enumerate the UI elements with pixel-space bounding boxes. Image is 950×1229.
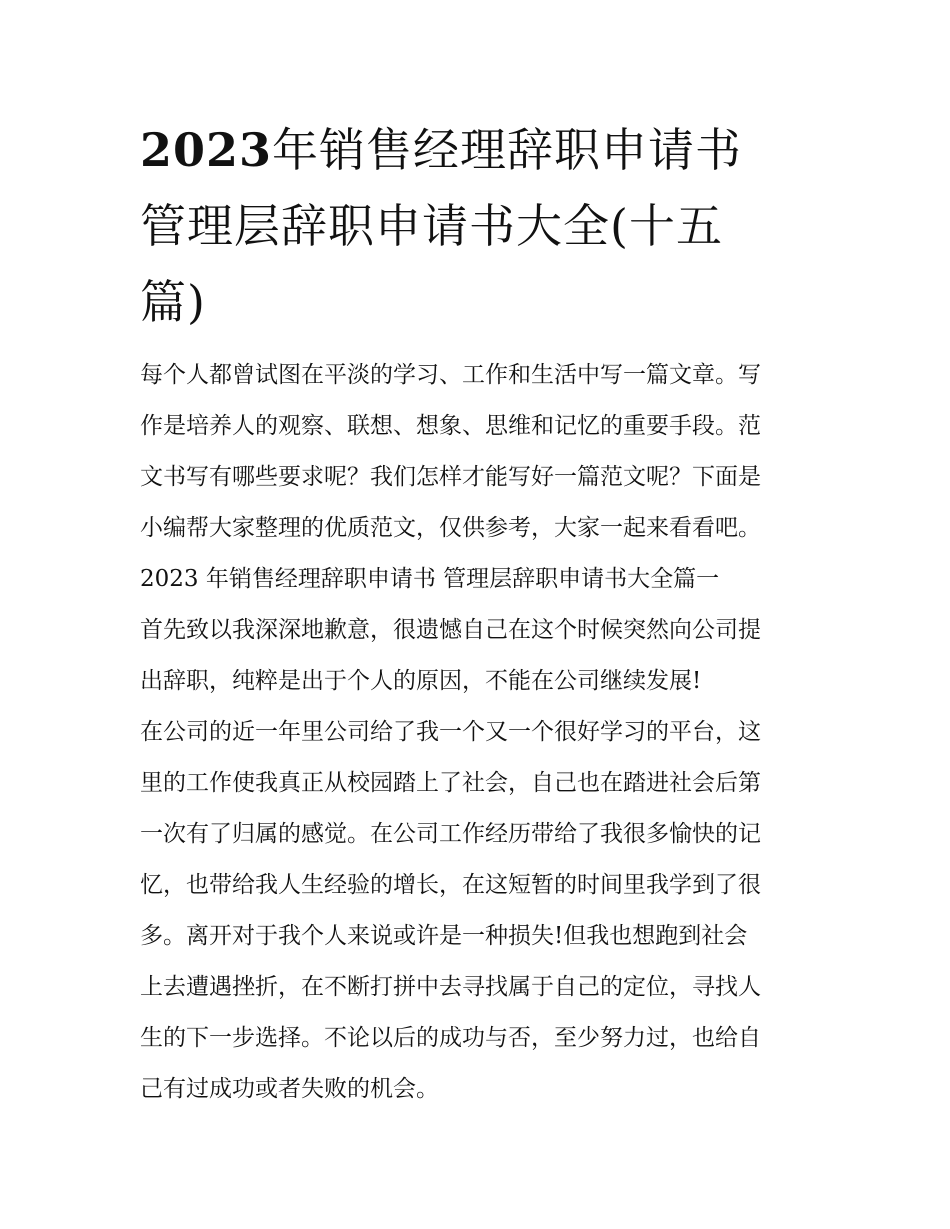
body-line: 每个人都曾试图在平淡的学习、工作和生活中写一篇文章。写 bbox=[140, 362, 761, 388]
body-line: 出辞职，纯粹是出于个人的原因，不能在公司继续发展! bbox=[140, 668, 702, 694]
body-line: 己有过成功或者失败的机会。 bbox=[140, 1076, 439, 1102]
body-line: 首先致以我深深地歉意，很遗憾自己在这个时候突然向公司提 bbox=[140, 617, 761, 643]
body-line: 上去遭遇挫折，在不断打拼中去寻找属于自己的定位，寻找人 bbox=[140, 974, 761, 1000]
title-year: 2023 bbox=[140, 123, 273, 177]
document-page bbox=[140, 112, 820, 1115]
body-line: 小编帮大家整理的优质范文，仅供参考，大家一起来看看吧。 bbox=[140, 515, 761, 541]
body-line: 生的下一步选择。不论以后的成功与否，至少努力过，也给自 bbox=[140, 1025, 761, 1051]
body-line: 在公司的近一年里公司给了我一个又一个很好学习的平台，这 bbox=[140, 719, 761, 745]
body-line: 文书写有哪些要求呢？我们怎样才能写好一篇范文呢？下面是 bbox=[140, 464, 761, 490]
title-line-3: 篇) bbox=[140, 275, 206, 329]
body-line: 一次有了归属的感觉。在公司工作经历带给了我很多愉快的记 bbox=[140, 821, 761, 847]
document-title bbox=[140, 112, 820, 340]
title-line-2: 管理层辞职申请书大全(十五 bbox=[140, 199, 723, 253]
body-line: 作是培养人的观察、联想、想象、思维和记忆的重要手段。范 bbox=[140, 413, 761, 439]
body-line: 忆，也带给我人生经验的增长，在这短暂的时间里我学到了很 bbox=[140, 872, 761, 898]
body-line: 多。离开对于我个人来说或许是一种损失!但我也想跑到社会 bbox=[140, 923, 748, 949]
body-line: 里的工作使我真正从校园踏上了社会，自己也在踏进社会后第 bbox=[140, 770, 761, 796]
section-heading: 2023 年销售经理辞职申请书 管理层辞职申请书大全篇一 bbox=[140, 566, 720, 592]
title-line-1 bbox=[140, 112, 820, 188]
document-body bbox=[140, 350, 820, 1115]
title-line-1-text: 年销售经理辞职申请书 bbox=[272, 123, 743, 177]
